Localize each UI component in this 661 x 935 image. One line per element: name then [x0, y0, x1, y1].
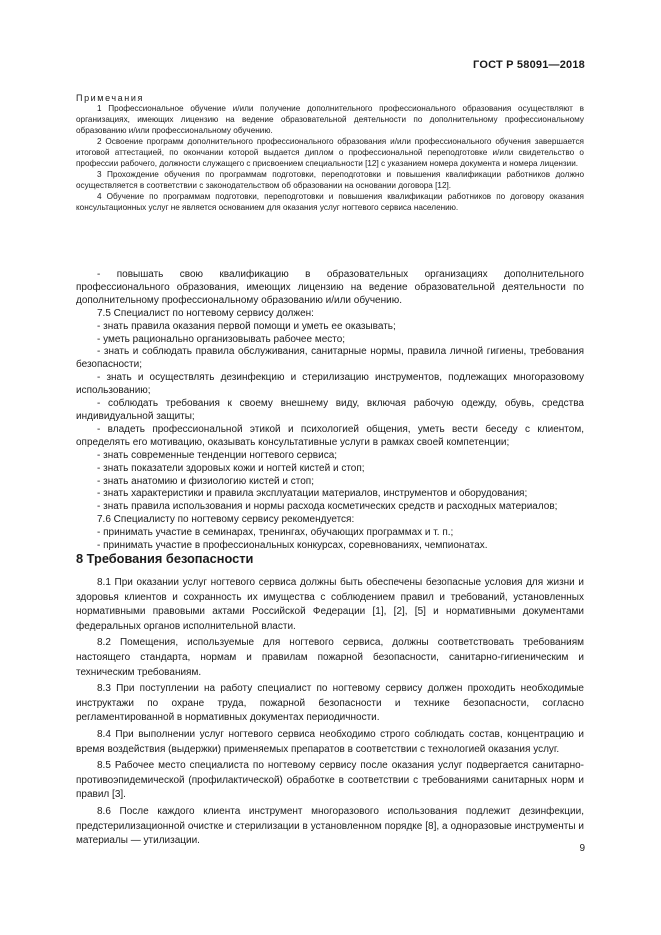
list-item: - знать показатели здоровых кожи и ногтей кистей и стоп; — [97, 462, 365, 474]
list-item: - соблюдать требования к своему внешнему виду, включая рабочую одежду, обувь, средства индивидуальной защиты; — [76, 398, 584, 422]
note-item: 2 Освоение программ дополнительного профессионального образования и/или профессионального обучения завершается итоговой аттестацией, по окончании которой выдается диплом о профессиональной переподготовке и/или свидетельство о профессии рабочего, должности служащего с присвоением специальности [12] с указанием номера документа и номера лицензии. — [76, 137, 584, 168]
section-8-body — [76, 576, 584, 851]
clause-7-6: 7.6 Специалисту по ногтевому сервису рекомендуется: — [97, 514, 355, 526]
list-item: - знать современные тенденции ногтевого сервиса; — [97, 449, 338, 461]
note-item: 4 Обучение по программам подготовки, переподготовки и повышения квалификации работников по договору оказания консультационных услуг не является основанием для оказания услуг ногтевого сервиса населению. — [76, 192, 584, 212]
list-item: - принимать участие в семинарах, тренингах, обучающих программах и т. п.; — [97, 527, 454, 539]
clause-8-4: 8.4 При выполнении услуг ногтевого сервиса необходимо строго соблюдать состав, концентрацию и время воздействия (выдержки) применяемых препаратов в соответствии с технологией оказания услуг. — [76, 728, 584, 755]
list-item: - уметь рационально организовывать рабочее место; — [97, 333, 346, 345]
list-item: - знать и осуществлять дезинфекцию и стерилизацию инструментов, подлежащих многоразовому использованию; — [76, 372, 584, 397]
notes-title: Примечания — [76, 93, 144, 103]
list-item: - знать и соблюдать правила обслуживания, санитарные нормы, правила личной гигиены, требования безопасности; — [76, 346, 584, 371]
list-item: - знать анатомию и физиологию кистей и стоп; — [97, 475, 314, 487]
list-item: - повышать свою квалификацию в образовательных организациях дополнительного профессионального образования, имеющих лицензию на ведение образовательной деятельности по дополнительному профессиональному образованию и/или обучению. — [76, 269, 584, 306]
clause-8-5: 8.5 Рабочее место специалиста по ногтевому сервису после оказания услуг подвергается санитарно-противоэпидемической (профилактической) обработке в соответствии с требованиями санитарных норм и правил [3]. — [76, 760, 584, 801]
section-title: 8 Требования безопасности — [76, 551, 254, 566]
list-item: - знать характеристики и правила эксплуатации материалов, инструментов и оборудования; — [97, 488, 528, 500]
clause-7-5: 7.5 Специалист по ногтевому сервису должен: — [97, 307, 314, 319]
clause-8-2: 8.2 Помещения, используемые для ногтевого сервиса, должны соответствовать требованиям настоящего стандарта, нормам и правилам пожарной безопасности, санитарно-гигиеническим и техническим требованиям. — [76, 637, 584, 678]
document-code: ГОСТ Р 58091—2018 — [473, 59, 585, 71]
clause-8-3: 8.3 При поступлении на работу специалист по ногтевому сервису должен проходить необходимые инструктажи по охране труда, пожарной безопасности и технике безопасности, согласно регламентированной в нормативных документах периодичности. — [76, 683, 584, 724]
clause-8-1: 8.1 При оказании услуг ногтевого сервиса должны быть обеспечены безопасные условия для жизни и здоровья клиентов и сохранность их имущества с соблюдением правил и требований, установленных нормативными правовыми актами Российской Федерации [1], [2], [5] и нормативными документами федеральных органов исполнительной власти. — [76, 577, 584, 632]
list-item: - владеть профессиональной этикой и психологией общения, уметь вести беседу с клиентом, определять его мотивацию, оказывать консультативные услуги в рамках своей компетенции; — [76, 423, 584, 448]
requirements-list — [76, 269, 584, 553]
list-item: - знать правила использования и нормы расхода косметических средств и расходных материалов; — [97, 501, 558, 513]
note-item: 1 Профессиональное обучение и/или получение дополнительного профессионального образования осуществляют в организациях, имеющих лицензию на ведение образовательной деятельности по дополнительному профессиональному образованию и/или профессиональному обучению. — [76, 104, 584, 135]
page-number: 9 — [579, 843, 585, 854]
list-item: - принимать участие в профессиональных конкурсах, соревнованиях, чемпионатах. — [97, 540, 488, 552]
clause-8-6: 8.6 После каждого клиента инструмент многоразового использования подлежит дезинфекции, предстерилизационной очистке и стерилизации в установленном порядке [8], а одноразовые инструменты и материалы — утилизации. — [76, 805, 584, 847]
note-item: 3 Прохождение обучения по программам подготовки, переподготовки и повышения квалификации работников должно осуществляется в соответствии с законодательством об образовании на основании договора [12]. — [76, 170, 584, 190]
notes-block — [76, 103, 584, 213]
list-item: - знать правила оказания первой помощи и уметь ее оказывать; — [97, 320, 396, 332]
